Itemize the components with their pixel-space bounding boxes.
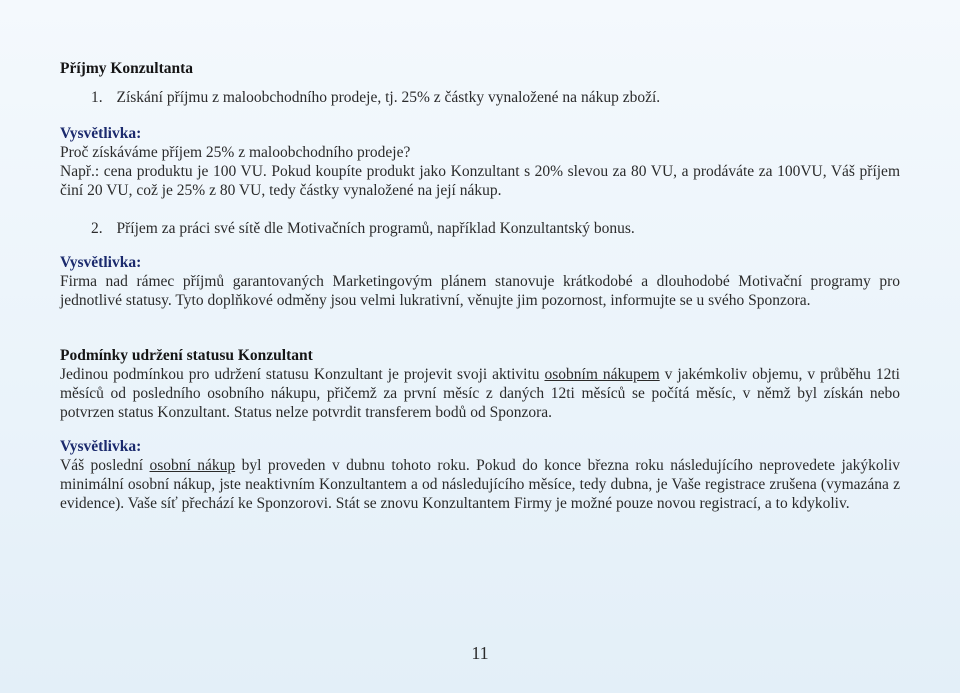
list-item-1	[60, 88, 900, 107]
explanation-header	[60, 253, 900, 272]
explanation-colon: :	[136, 438, 142, 455]
explanation-label: Vysvětlivka	[60, 125, 137, 142]
list-number: 1.	[91, 89, 103, 106]
explanation-text	[60, 456, 900, 513]
explanation-header	[60, 124, 900, 143]
explanation-label: Vysvětlivka	[60, 254, 137, 271]
section-title-income: Příjmy Konzultanta	[60, 60, 194, 77]
list-text: Získání příjmu z maloobchodního prodeje, tj. 25% z částky vynaložené na nákup zboží.	[116, 89, 661, 106]
personal-purchase-term: osobním nákupem	[544, 366, 660, 383]
explanation-text-end: byl proveden v dubnu tohoto roku. Pokud do konce března roku následujícího neprovedete jakýkoliv minimální osobní nákup, jste neaktivním Konzultantem a od následujícího měsíce, tedy dubna, je Vaše registrace zrušena (vymazána z evidence). Vaše síť přechází ke Sponzorovi. Stát se znovu Konzultantem Firmy je možné pouze novou registrací, a to kdykoliv.	[60, 457, 901, 512]
explanation-colon: :	[136, 254, 142, 271]
status-paragraph	[60, 365, 900, 422]
list-number: 2.	[91, 220, 103, 237]
page-number: 11	[471, 643, 489, 663]
explanation-colon: :	[136, 125, 142, 142]
explanation-text: Firma nad rámec příjmů garantovaných Marketingovým plánem stanovuje krátkodobé a dlouhodobé Motivační programy pro jednotlivé statusy. Tyto doplňkové odměny jsou velmi lukrativní, věnujte jim pozornost, informujte se u svého Sponzora.	[60, 273, 900, 309]
document-page	[60, 56, 900, 513]
explanation-question: Proč získáváme příjem 25% z maloobchodního prodeje?	[60, 144, 411, 161]
explanation-label: Vysvětlivka	[60, 438, 137, 455]
explanation-header	[60, 437, 900, 456]
status-text-end: v jakémkoliv objemu, v průběhu 12ti měsíců od posledního osobního nákupu, přičemž za první měsíc z daných 12ti měsíců se počítá měsíc, v němž byl získán nebo potvrzen status Konzultant. Status nelze potvrdit transferem bodů od Sponzora.	[60, 366, 900, 421]
section-title-status: Podmínky udržení statusu Konzultant	[60, 347, 313, 364]
list-item-2	[60, 219, 900, 238]
list-text: Příjem za práci své sítě dle Motivačních programů, například Konzultantský bonus.	[116, 220, 635, 237]
explanation-example: Např.: cena produktu je 100 VU. Pokud koupíte produkt jako Konzultant s 20% slevou za 80 VU, a prodáváte za 100VU, Váš příjem činí 20 VU, což je 25% z 80 VU, tedy částky vynaložené na její nákup.	[60, 163, 900, 199]
explanation-text-start: Váš poslední	[60, 457, 150, 474]
status-text-start: Jedinou podmínkou pro udržení statusu Konzultant je projevit svoji aktivitu	[60, 366, 545, 383]
personal-purchase-term: osobní nákup	[149, 457, 236, 474]
